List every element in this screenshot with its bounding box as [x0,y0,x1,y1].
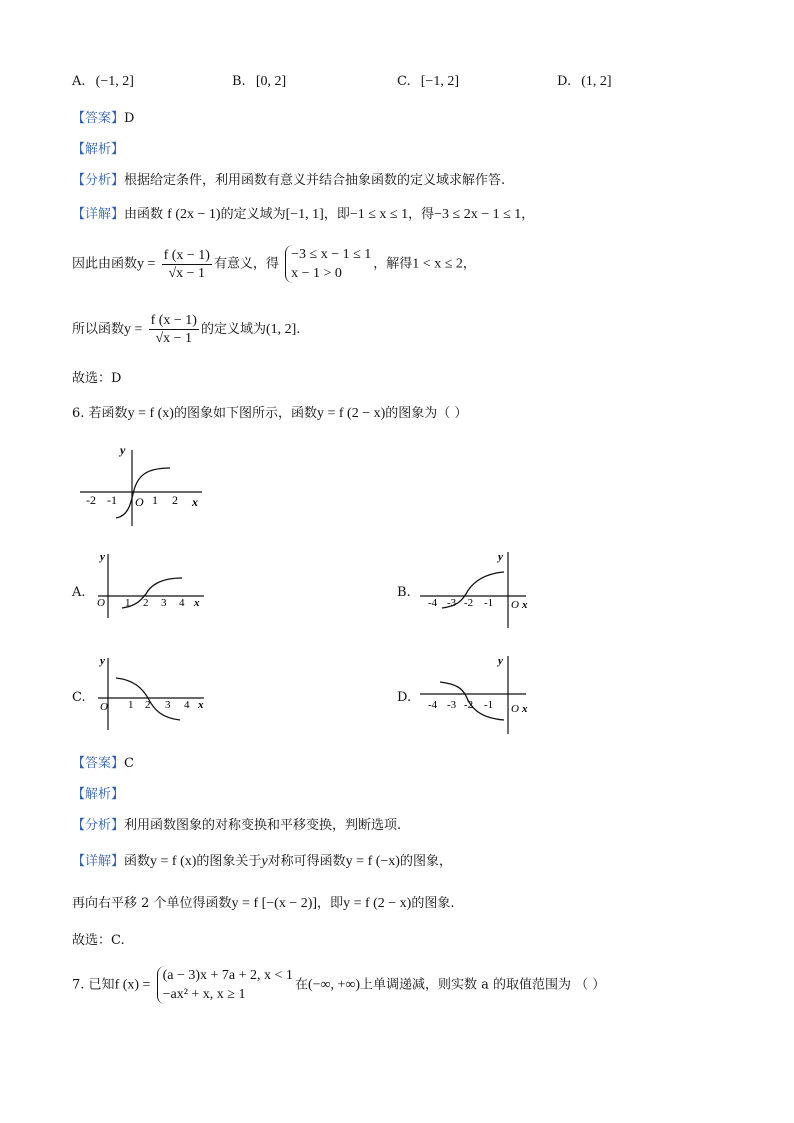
y-label: y [100,655,105,667]
q6-choice-line [72,933,125,949]
x-label: x [198,699,204,711]
text: . [296,322,301,337]
option-value: [−1, 2] [420,74,459,89]
q6-detail-line-1 [72,854,452,870]
q6-option-c-graph [92,652,212,732]
curve [122,578,182,608]
text: 若函数 [88,406,128,421]
tick-label: 2 [143,597,149,609]
text: 因此由函数 [72,256,138,272]
text: 的图象为（ ） [385,406,468,421]
origin-label: O [97,597,105,609]
q6-option-c-letter: C. [72,690,86,705]
option-value: (1, 2] [581,74,612,89]
math: y [261,854,268,869]
text: 再向右平移 2 个单位得函数 [72,896,232,911]
option-letter: A. [72,74,86,89]
text: 的图象关于 [196,854,262,869]
q6-answer-line [72,756,134,772]
text: 已知 [88,977,115,993]
tick-label: -2 [464,597,474,609]
q5-answer-line [72,111,134,127]
tick-label: -1 [484,699,494,711]
tick-label: 3 [165,699,171,711]
math: f (2x − 1) [167,207,221,222]
tick-label: -1 [107,493,117,507]
q5-choice-line [72,371,121,387]
q5-option-b [232,74,286,90]
math: y = f (2 − x) [316,406,386,421]
q6-main-graph [74,440,214,530]
option-value: [0, 2] [255,74,287,89]
tick-label: 4 [184,699,190,711]
math: y = f (2 − x) [343,896,412,911]
x-label: x [192,495,198,509]
text: 的图象如下图所示，函数 [173,406,317,421]
math: (1, 2] [265,322,297,337]
answer-tag: 【答案】 [72,111,125,126]
tick-label: 4 [179,597,185,609]
text: 的图象， [399,854,452,869]
q5-analysis-tag: 【解析】 [72,142,125,157]
q5-detail-line-1 [72,207,534,223]
tick-label: 2 [172,493,178,507]
curve [116,468,170,518]
text: ， [521,207,535,222]
fraction [162,247,212,282]
text: ，解得 [373,256,413,272]
answer-tag: 【答案】 [72,756,125,771]
q6-option-d-graph [418,652,538,736]
denominator: √x − 1 [168,265,206,281]
option-letter: D. [557,74,572,89]
y-label: y [120,443,126,457]
choice-value: D [111,371,122,386]
choice-value: C. [111,933,125,948]
q5-fenxi-line [72,173,505,189]
text: 有意义，得 [213,256,279,272]
math: y = f (x) [150,854,197,869]
numerator: f (x − 1) [163,247,210,263]
q6-analysis-tag: 【解析】 [72,787,125,802]
q6-option-d-letter: D. [397,690,412,705]
y-label: y [498,655,503,667]
tick-label: -3 [447,699,457,711]
math: [−1, 1] [285,207,324,222]
denominator: √x − 1 [155,331,193,346]
answer-value: D [124,111,135,126]
text: 的图象. [411,896,455,911]
text: ，得 [408,207,435,222]
case-row: −3 ≤ x − 1 ≤ 1 [291,247,372,262]
option-letter: C. [397,74,411,89]
q6-option-a-letter: A. [72,585,86,600]
fenxi-tag: 【分析】 [72,173,125,188]
math: −1 ≤ x ≤ 1 [349,207,409,222]
x-label: x [194,597,200,609]
q6-stem [72,406,467,422]
case-system [285,245,371,283]
math: y = f (−x) [345,854,400,869]
case-row: (a − 3)x + 7a + 2, x < 1 [162,968,293,983]
text: 所以函数 [72,322,125,337]
origin-label: O [511,599,519,611]
question-number: 7. [72,977,85,993]
math: y = f (x) [127,406,174,421]
text: ，即 [317,896,344,911]
tick-label: -4 [428,699,438,711]
q6-option-a-graph [92,548,212,620]
choice-label: 故选： [72,371,112,386]
tick-label: 1 [128,699,134,711]
text: ，即 [323,207,350,222]
text: 上单调递减，则实数 a 的取值范围为 （ ） [360,977,606,993]
detail-tag: 【详解】 [72,854,125,869]
text: 对称可得函数 [267,854,346,869]
case-row: −ax² + x, x ≥ 1 [162,987,246,1002]
q6-detail-line-2 [72,896,454,912]
math: −3 ≤ 2x − 1 ≤ 1 [434,207,522,222]
y-label: y [498,551,503,563]
q6-option-b-letter: B. [397,585,411,600]
tick-label: -1 [484,597,494,609]
fenxi-tag: 【分析】 [72,818,125,833]
numerator: f (x − 1) [150,313,197,328]
q5-option-d [557,74,612,90]
tick-label: 3 [161,597,167,609]
answer-value: C [124,756,134,771]
x-label: x [522,599,528,611]
option-value: (−1, 2] [95,74,134,89]
math: f (x) = [114,977,151,993]
x-label: x [522,703,528,715]
math: y = f [−(x − 2)] [231,896,318,911]
fraction [149,312,199,347]
q6-option-b-graph [418,548,538,630]
q5-option-a [72,74,134,90]
tick-label: -4 [428,597,438,609]
text: 由函数 [124,207,164,222]
q5-detail-line-3 [72,312,300,347]
tick-label: 1 [125,597,131,609]
question-number: 6. [72,406,85,421]
math: y = [124,322,143,337]
tick-label: -3 [447,597,457,609]
tick-label: -2 [86,493,96,507]
tick-label: 1 [152,493,158,507]
origin-label: O [135,495,144,509]
math: (−∞, +∞) [307,977,361,993]
text: 函数 [124,854,151,869]
text: 的定义域为 [200,322,266,337]
q5-detail-line-2 [72,245,476,283]
math: y = [137,256,156,272]
q6-fenxi-line [72,818,401,834]
fenxi-text: 根据给定条件，利用函数有意义并结合抽象函数的定义域求解作答. [124,173,506,188]
q5-option-c [397,74,459,90]
origin-label: O [100,701,108,713]
fenxi-text: 利用函数图象的对称变换和平移变换，判断选项. [124,818,402,833]
detail-tag: 【详解】 [72,207,125,222]
text: 在 [294,977,308,993]
tick-label: -2 [464,699,474,711]
text: 的定义域为 [220,207,286,222]
origin-label: O [511,703,519,715]
math: 1 < x ≤ 2 [412,256,463,272]
choice-label: 故选： [72,933,112,948]
tick-label: 2 [145,699,151,711]
option-letter: B. [232,74,246,89]
case-row: x − 1 > 0 [291,266,342,281]
piecewise-function [157,966,293,1004]
q7-stem [72,966,605,1004]
text: ， [462,256,476,272]
y-label: y [100,551,105,563]
